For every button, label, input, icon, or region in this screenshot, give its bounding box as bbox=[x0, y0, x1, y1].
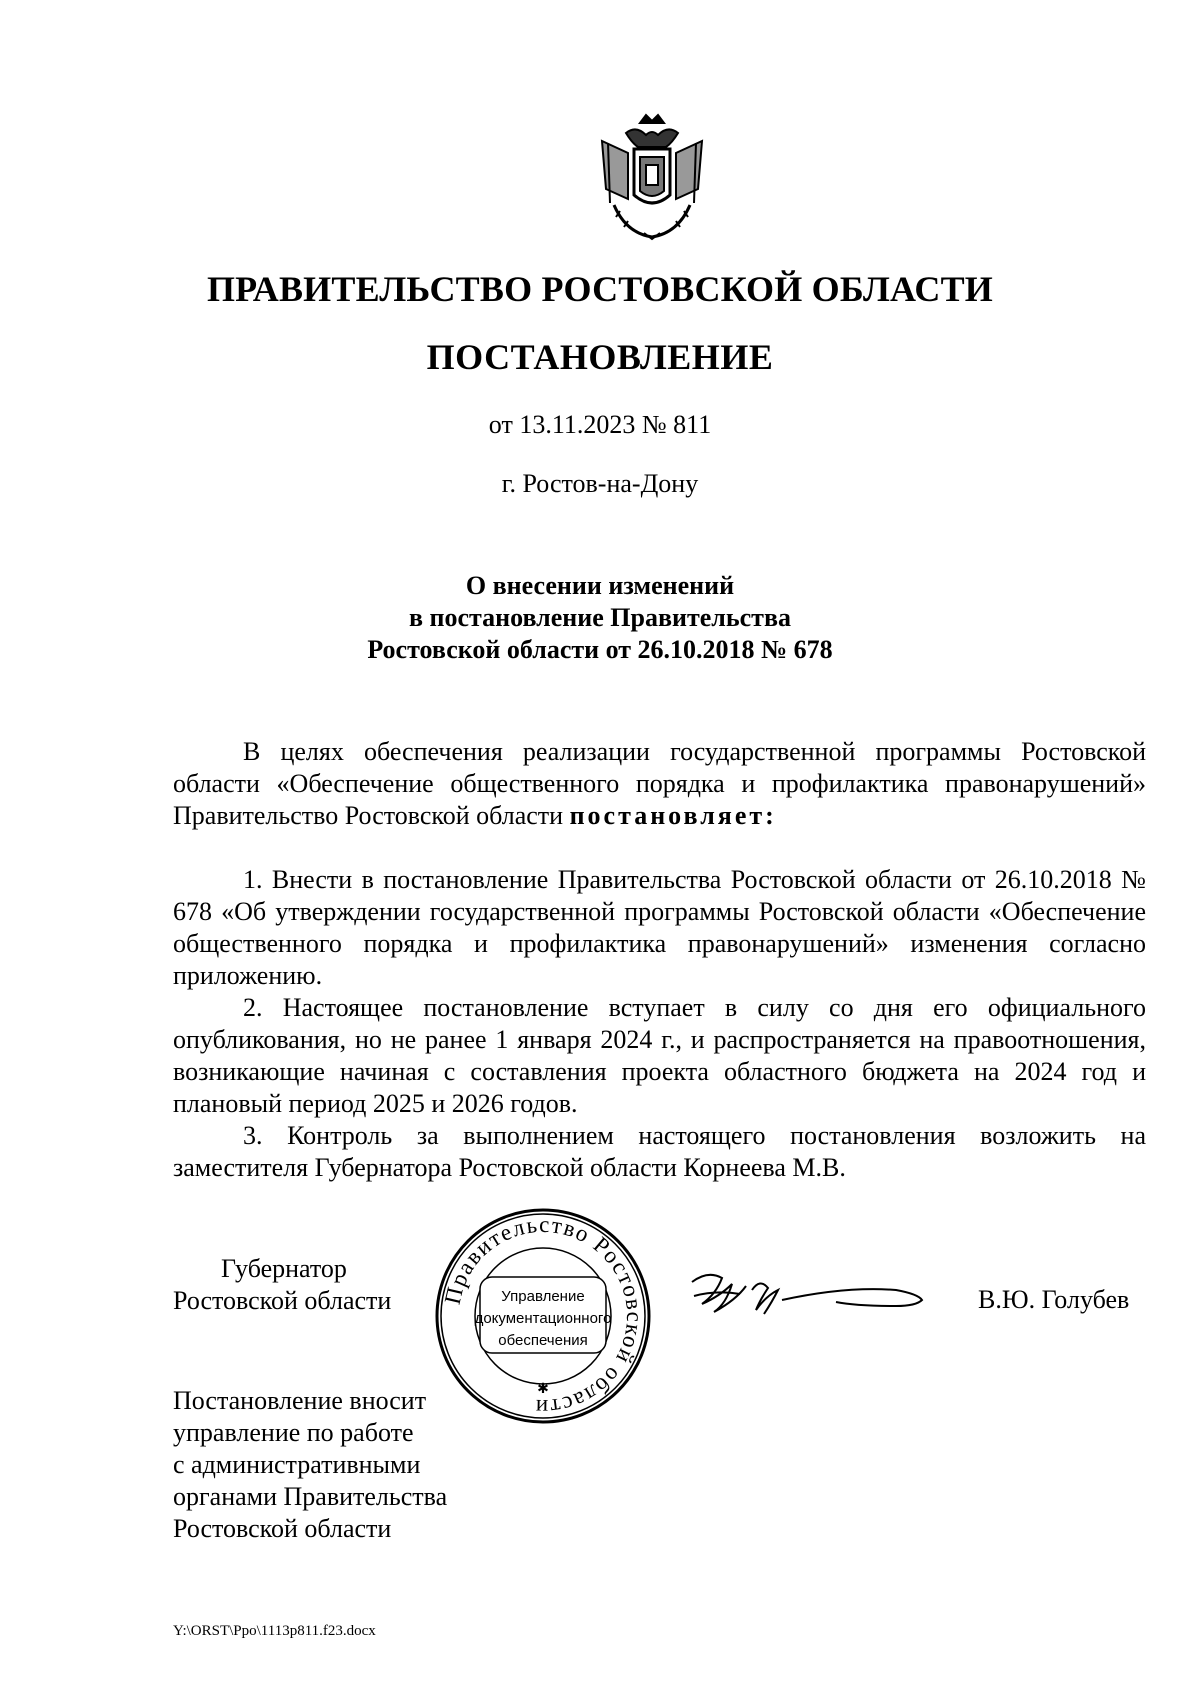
subject-line: О внесении изменений bbox=[465, 571, 735, 600]
organization-title: ПРАВИТЕЛЬСТВО РОСТОВСКОЙ ОБЛАСТИ bbox=[206, 269, 994, 309]
item-1-paragraph: 1. Внести в постановление Правительства Ростовской области от 26.10.2018 № 678 «Об утверждении государственной программы Ростовской области «Обеспечение общественного порядка и профилактика правонарушений» изменения согласно приложению. bbox=[173, 865, 1146, 990]
introducer-line: управление по работе bbox=[173, 1418, 414, 1447]
official-seal-icon bbox=[432, 1205, 654, 1427]
document-city: г. Ростов-на-Дону bbox=[501, 469, 699, 498]
introducer-line: Ростовской области bbox=[173, 1514, 392, 1543]
subject-line: в постановление Правительства bbox=[408, 603, 791, 632]
preamble-paragraph bbox=[173, 736, 1146, 832]
introducer-line: Постановление вносит bbox=[173, 1386, 427, 1415]
signatory-name: В.Ю. Голубев bbox=[978, 1285, 1130, 1314]
signatory-title-line: Губернатор bbox=[221, 1254, 347, 1283]
preamble-text: В целях обеспечения реализации государственной программы Ростовской области «Обеспечение общественного порядка и профилактика правонарушений» Правительство Ростовской области bbox=[173, 737, 1146, 830]
seal-inner-line: документационного bbox=[474, 1310, 612, 1327]
document-date-number: от 13.11.2023 № 811 bbox=[488, 410, 712, 439]
seal-inner-line: Управление bbox=[501, 1288, 585, 1305]
document-type: ПОСТАНОВЛЕНИЕ bbox=[426, 337, 774, 377]
signatory-title bbox=[173, 1253, 391, 1317]
document-subject bbox=[0, 570, 1200, 666]
seal-ring-text: Правительство Ростовской области bbox=[439, 1211, 648, 1421]
item-3-paragraph: 3. Контроль за выполнением настоящего постановления возложить на заместителя Губернатора Ростовской области Корнеева М.В. bbox=[173, 1121, 1146, 1182]
coat-of-arms-icon bbox=[596, 113, 708, 241]
introducer-note bbox=[173, 1385, 447, 1545]
preamble-keyword: постановляет: bbox=[569, 801, 777, 830]
subject-line: Ростовской области от 26.10.2018 № 678 bbox=[367, 635, 833, 664]
item-2-paragraph: 2. Настоящее постановление вступает в силу со дня его официального опубликования, но не ранее 1 января 2024 г., и распространяется на правоотношения, возникающие начиная с составления проекта областного бюджета на 2024 год и плановый период 2025 и 2026 годов. bbox=[173, 993, 1146, 1118]
svg-text:✱: ✱ bbox=[537, 1381, 549, 1397]
introducer-line: с административными bbox=[173, 1450, 421, 1479]
file-path: Y:\ORST\Ppo\1113p811.f23.docx bbox=[173, 1623, 376, 1639]
signatory-title-line: Ростовской области bbox=[173, 1286, 392, 1315]
introducer-line: органами Правительства bbox=[173, 1482, 448, 1511]
handwritten-signature-icon bbox=[686, 1260, 926, 1330]
seal-inner-line: обеспечения bbox=[498, 1332, 588, 1349]
